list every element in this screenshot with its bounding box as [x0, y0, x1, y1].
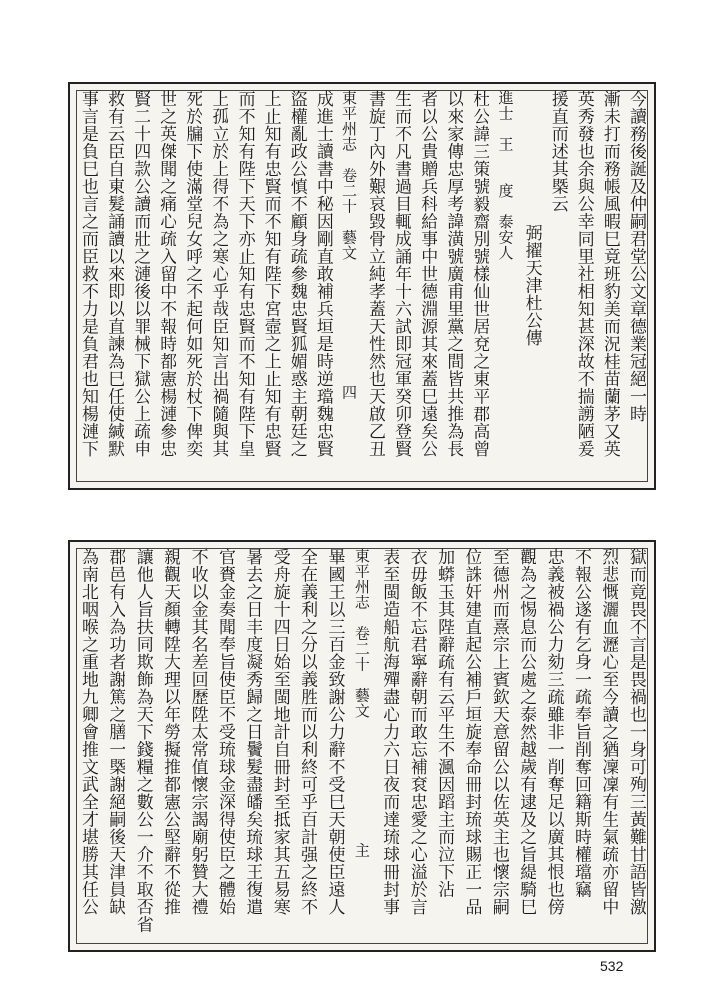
- text-column: 加蟒玉其陛辭疏有云平生不渢因蹈主而泣下沾: [434, 548, 455, 898]
- text-column: 救有云臣自東髮誦讀以來即以直諫為巳任使緘默: [104, 90, 125, 458]
- text-column: 為南北咽喉之重地九卿會推文武全才堪勝其任公: [78, 548, 98, 916]
- text-column: 書旋丁內外艱哀毀骨立純孝蓋天性然也天啟乙丑: [365, 90, 386, 458]
- text-column: 英秀發也余與公幸同里社相知甚深故不揣謭陋爰: [573, 90, 594, 458]
- text-column: 而不知有陛下天下亦止知有忠賢而不知有陛下皇: [234, 90, 255, 458]
- page-number: 532: [600, 958, 624, 974]
- text-column: 死於牖下使滿堂兒女呼之不起何如死於杖下俾奕: [182, 90, 203, 458]
- text-column: 表至閩造船航海殫盡心力六日夜而達琉球冊封事: [379, 548, 400, 916]
- top-page-spread: [68, 82, 656, 490]
- bottom-page-spread: [68, 540, 656, 952]
- text-column: 位誅奸建直起公補戶垣旋奉命冊封琉球賜正一品: [461, 548, 482, 916]
- text-column: 烈悲慨灑血瀝心至今讀之猶凜凜有生氣疏亦留中: [598, 548, 619, 916]
- text-column: 賢二十四款公讀而壯之漣後以罪械下獄公上疏申: [130, 90, 151, 458]
- text-column: 以來家傳忠厚考諱潢號廣甫里黨之間皆共推為長: [443, 90, 464, 458]
- text-column: 上孤立於上得不為之寒心乎哉臣知言出禍隨與其: [208, 90, 229, 458]
- text-column: 盜權亂政公慎不顧身疏參魏忠賢狐媚惑主朝廷之: [286, 90, 307, 458]
- margin-header: 東平州志 卷二十 藝文 四: [339, 90, 358, 400]
- author-line: 進士 王 度 泰安人: [496, 90, 515, 261]
- text-column: 觀為之惕息而公處之泰然越歲有逮及之旨緹騎巳: [516, 548, 537, 916]
- text-column: 衣毋飯不忘君寧辭朝而敢忘補袞忠愛之心溢於言: [406, 548, 427, 916]
- text-column: 暑去之日丰度凝秀歸之日鬢髮盡皤矣琉球王復遣: [242, 548, 263, 916]
- top-text-columns: [78, 90, 646, 480]
- text-column: 忠義被禍公力劾三疏雖非一削奪足以廣其恨也傍: [543, 548, 564, 916]
- text-column: 全在義利之分以義胜而以利終可乎百計强之終不: [297, 548, 318, 916]
- text-column: 杜公諱三策號毅齋別號樣仙世居兗之東平郡高曾: [469, 90, 490, 458]
- text-column: 受舟旋十四日始至閩地計自冊封至抵家其五易寒: [269, 548, 290, 916]
- text-column: 世之英傑聞之痛心疏入留中不報時都憲楊漣參忠: [156, 90, 177, 458]
- text-column: 援直而述其槩云: [547, 90, 568, 213]
- text-column: 今讀務後誕及仲嗣君堂公文章德業冠絕一時: [625, 90, 646, 423]
- text-column: 郡邑有入為功者謝篤之膳一槩謝絕嗣後天津員缺: [105, 548, 126, 916]
- text-column: 親觀天顏轉陞大理以年勞擬推都憲公堅辭不從推: [160, 548, 181, 916]
- text-column: 者以公貴贈兵科給事中世德淵源其來蓋巳遠矣公: [417, 90, 438, 458]
- text-column: 至德州而熹宗上賓欽天意留公以佐英主也懷宗嗣: [488, 548, 509, 916]
- text-column: 讓他人旨扶同欺飾為天下錢糧之數公一介不取否省: [132, 548, 153, 933]
- text-column: 生而不凡書過目輒成誦年十六試即冠軍癸卯登賢: [391, 90, 412, 458]
- bottom-text-columns: [78, 548, 646, 942]
- text-column: 不報公遂有乞身一疏奉旨削奪回籍斯時權璫竊: [571, 548, 592, 898]
- margin-header: 東平州志 卷二十 藝文 主: [352, 548, 371, 858]
- text-column: 上止知有忠賢而不知有陛下宮壼之上止知有忠賢: [260, 90, 281, 458]
- text-column: 畢國王以三百金致謝公力辭不受巳天朝使臣遠人: [324, 548, 345, 916]
- text-column: 獄而竟畏不言是畏禍也一身可殉三黃難甘語皆激: [625, 548, 646, 916]
- text-column: 成進士讀書中秘因剛直敢補兵垣是時逆璫魏忠賢: [312, 90, 333, 458]
- text-column: 事言是負巳也言之而臣救不力是負君也知楊漣下: [78, 90, 98, 458]
- text-column: 官賚金奏聞奉旨使臣不受琉球金深得使臣之體始: [214, 548, 235, 916]
- text-column: 不收以金其名差回歷陞太常值懷宗謁廟躬贊大禮: [187, 548, 208, 916]
- text-column: 漸未打而務帳風暇巳竟班豹美而況桂苗蘭茅又英: [599, 90, 620, 458]
- section-title: 弼擢天津杜公傳: [521, 223, 542, 347]
